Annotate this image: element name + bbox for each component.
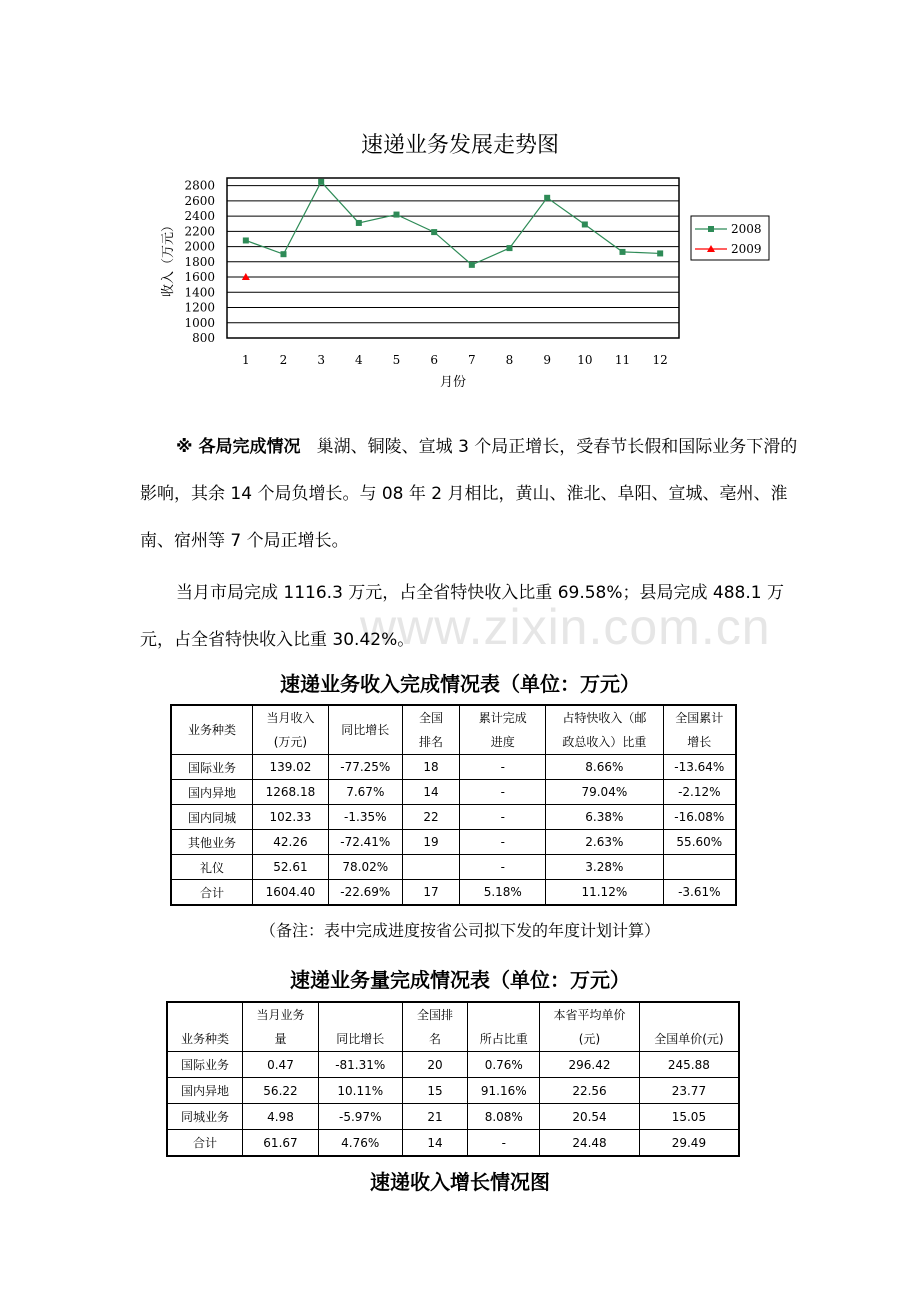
- table-row: [171, 830, 736, 855]
- header-line: 进度: [490, 735, 515, 749]
- t2-header-row: [167, 1002, 739, 1052]
- table-cell: 合计: [167, 1130, 243, 1157]
- table-cell: 国内同城: [171, 805, 253, 830]
- table-cell: 245.88: [639, 1052, 739, 1078]
- table1-note: （备注：表中完成进度按省公司拟下发的年度计划计算）: [259, 921, 660, 940]
- table-cell: 其他业务: [171, 830, 253, 855]
- table-cell: 8.08%: [468, 1104, 540, 1130]
- table-cell: 20.54: [540, 1104, 640, 1130]
- table-cell: -5.97%: [318, 1104, 402, 1130]
- x-tick-label: 8: [505, 353, 514, 367]
- data-point: [394, 212, 400, 218]
- table-cell: -22.69%: [328, 880, 402, 906]
- x-axis-label: 月份: [439, 375, 467, 390]
- table-cell: 42.26: [253, 830, 329, 855]
- table-cell: 14: [402, 1130, 468, 1157]
- table-row: [171, 780, 736, 805]
- header-line: 当月业务: [256, 1008, 305, 1022]
- t1-header-cell: [171, 705, 253, 755]
- table-cell: -16.08%: [663, 805, 736, 830]
- paragraph-completion: [140, 424, 800, 565]
- legend-label: 2009: [731, 242, 762, 256]
- table-cell: 2.63%: [546, 830, 664, 855]
- table-cell: 0.47: [243, 1052, 319, 1078]
- table-cell: -: [460, 755, 546, 780]
- table-cell: 29.49: [639, 1130, 739, 1157]
- header-line: 同比增长: [336, 1032, 385, 1046]
- data-point: [469, 262, 475, 268]
- table-cell: 3.28%: [546, 855, 664, 880]
- x-tick-label: 1: [242, 353, 250, 367]
- paragraph-city-county: 当月市局完成 1116.3 万元，占全省特快收入比重 69.58%；县局完成 488.1 万元，占全省特快收入比重 30.42%。: [140, 583, 784, 650]
- table-cell: 61.67: [243, 1130, 319, 1157]
- header-line: 全国累计: [675, 711, 724, 725]
- table-cell: 1604.40: [253, 880, 329, 906]
- x-tick-label: 6: [430, 353, 438, 367]
- table-cell: 1268.18: [253, 780, 329, 805]
- volume-table: [166, 1001, 740, 1157]
- table-cell: 14: [402, 780, 460, 805]
- y-tick-label: 1200: [184, 300, 215, 315]
- table-cell: 91.16%: [468, 1078, 540, 1104]
- header-line: (万元): [273, 735, 308, 749]
- x-tick-label: 11: [614, 353, 631, 367]
- table-row: [167, 1130, 739, 1157]
- y-tick-label: 2600: [184, 193, 215, 208]
- table-cell: 24.48: [540, 1130, 640, 1157]
- table-cell: 国内异地: [167, 1078, 243, 1104]
- table-cell: 国内异地: [171, 780, 253, 805]
- x-tick-label: 12: [652, 353, 668, 367]
- y-tick-label: 1600: [184, 270, 215, 285]
- t1-header-cell: [328, 705, 402, 755]
- t2-header-cell: [540, 1002, 640, 1052]
- table-cell: 同城业务: [167, 1104, 243, 1130]
- t2-header-cell: [167, 1002, 243, 1052]
- paragraph-text: 巢湖、铜陵、宣城 3 个局正增长，受春节长假和国际业务下滑的影响，其余 14 个局负增长。与 08 年 2 月相比，黄山、淮北、阜阳、宣城、亳州、淮南、宿州等 7 个局正增长。: [140, 437, 798, 551]
- t1-header-cell: [402, 705, 460, 755]
- table-cell: [402, 855, 460, 880]
- header-line: 增长: [687, 735, 712, 749]
- chart2-title: 速递收入增长情况图: [370, 1170, 550, 1194]
- table-cell: 22: [402, 805, 460, 830]
- y-tick-label: 2400: [184, 209, 215, 224]
- table-row: [171, 805, 736, 830]
- watermark: www.zixin.com.cn: [360, 599, 771, 655]
- y-tick-label: 1800: [184, 254, 215, 269]
- y-tick-label: 800: [192, 331, 215, 345]
- header-line: 所占比重: [479, 1032, 528, 1046]
- data-point: [657, 250, 663, 256]
- table-cell: 19: [402, 830, 460, 855]
- table-cell: -13.64%: [663, 755, 736, 780]
- header-line: 名: [428, 1032, 441, 1046]
- x-tick-label: 7: [468, 353, 476, 367]
- data-point: [318, 179, 324, 185]
- data-point: [243, 237, 249, 243]
- table-cell: 78.02%: [328, 855, 402, 880]
- legend-marker: [708, 226, 714, 232]
- t1-header-row: [171, 705, 736, 755]
- table-cell: 10.11%: [318, 1078, 402, 1104]
- table-row: [171, 880, 736, 906]
- x-tick-label: 3: [317, 353, 325, 367]
- table2-title: 速递业务量完成情况表（单位：万元）: [290, 968, 630, 992]
- table-cell: 296.42: [540, 1052, 640, 1078]
- table-cell: -3.61%: [663, 880, 736, 906]
- table-cell: 56.22: [243, 1078, 319, 1104]
- t2-header-cell: [468, 1002, 540, 1052]
- table-cell: -72.41%: [328, 830, 402, 855]
- revenue-table: [170, 704, 737, 906]
- table-cell: -: [468, 1130, 540, 1157]
- data-point: [544, 195, 550, 201]
- y-tick-label: 1000: [184, 315, 215, 330]
- table-cell: 21: [402, 1104, 468, 1130]
- table-cell: 15.05: [639, 1104, 739, 1130]
- data-point: [281, 251, 287, 257]
- table-cell: -2.12%: [663, 780, 736, 805]
- table-cell: -: [460, 855, 546, 880]
- table-cell: 55.60%: [663, 830, 736, 855]
- x-tick-label: 10: [577, 353, 593, 367]
- t1-header-cell: [663, 705, 736, 755]
- table-cell: 8.66%: [546, 755, 664, 780]
- table-cell: -77.25%: [328, 755, 402, 780]
- y-tick-label: 1400: [184, 285, 215, 300]
- header-line: 本省平均单价: [553, 1008, 626, 1022]
- header-line: 当月收入: [266, 711, 315, 725]
- table-cell: 15: [402, 1078, 468, 1104]
- series-line-2008: [246, 182, 660, 265]
- y-axis-label: 收入（万元）: [161, 218, 176, 298]
- t2-header-cell: [402, 1002, 468, 1052]
- t1-header-cell: [460, 705, 546, 755]
- t2-header-cell: [243, 1002, 319, 1052]
- chart-title: 速递业务发展走势图: [360, 133, 559, 158]
- table-cell: 国际业务: [171, 755, 253, 780]
- data-point: [620, 249, 626, 255]
- table-cell: 国际业务: [167, 1052, 243, 1078]
- table-cell: -: [460, 780, 546, 805]
- t1-header-cell: [253, 705, 329, 755]
- table-cell: -1.35%: [328, 805, 402, 830]
- table-cell: 79.04%: [546, 780, 664, 805]
- table-cell: 0.76%: [468, 1052, 540, 1078]
- table-cell: 17: [402, 880, 460, 906]
- table-row: [171, 855, 736, 880]
- header-line: 全国: [419, 711, 444, 725]
- table-cell: [663, 855, 736, 880]
- table-cell: 4.98: [243, 1104, 319, 1130]
- table-cell: 102.33: [253, 805, 329, 830]
- y-tick-label: 2200: [184, 224, 215, 239]
- data-point: [582, 221, 588, 227]
- header-line: 全国排: [416, 1008, 453, 1022]
- table-cell: 22.56: [540, 1078, 640, 1104]
- data-point: [431, 229, 437, 235]
- revenue-trend-chart: [150, 170, 790, 395]
- t1-header-cell: [546, 705, 664, 755]
- header-line: 业务种类: [181, 1032, 230, 1046]
- plot-frame: [227, 178, 679, 338]
- header-line: 占特快收入（邮: [562, 711, 647, 725]
- header-line: 排名: [419, 735, 444, 749]
- table-cell: -: [460, 830, 546, 855]
- y-tick-label: 2000: [184, 239, 215, 254]
- data-point: [356, 220, 362, 226]
- table-cell: 6.38%: [546, 805, 664, 830]
- table-row: [167, 1078, 739, 1104]
- table-cell: 139.02: [253, 755, 329, 780]
- x-tick-label: 4: [355, 353, 363, 367]
- x-tick-label: 5: [392, 353, 401, 367]
- y-tick-label: 2800: [184, 178, 215, 193]
- x-tick-label: 2: [279, 353, 288, 367]
- table-cell: 23.77: [639, 1078, 739, 1104]
- t2-header-cell: [318, 1002, 402, 1052]
- table-cell: 合计: [171, 880, 253, 906]
- header-line: 政总收入）比重: [562, 735, 647, 749]
- header-line: 全国单价(元): [654, 1032, 724, 1046]
- table1-title: 速递业务收入完成情况表（单位：万元）: [280, 672, 640, 696]
- table-cell: 18: [402, 755, 460, 780]
- data-point: [507, 245, 513, 251]
- t2-header-cell: [639, 1002, 739, 1052]
- table-row: [171, 755, 736, 780]
- header-line: 量: [274, 1032, 287, 1046]
- header-line: 业务种类: [188, 723, 237, 737]
- header-line: 同比增长: [341, 723, 390, 737]
- header-line: 累计完成: [478, 711, 527, 725]
- table-cell: 4.76%: [318, 1130, 402, 1157]
- table-row: [167, 1104, 739, 1130]
- legend-label: 2008: [731, 222, 762, 236]
- data-point: [242, 273, 250, 280]
- table-row: [167, 1052, 739, 1078]
- table-cell: 礼仪: [171, 855, 253, 880]
- table-cell: 11.12%: [546, 880, 664, 906]
- table-cell: -81.31%: [318, 1052, 402, 1078]
- table-cell: 7.67%: [328, 780, 402, 805]
- x-tick-label: 9: [543, 353, 551, 367]
- table-cell: 52.61: [253, 855, 329, 880]
- table-cell: -: [460, 805, 546, 830]
- table-cell: 5.18%: [460, 880, 546, 906]
- table-cell: 20: [402, 1052, 468, 1078]
- header-line: (元): [578, 1032, 601, 1046]
- section-mark: ※ 各局完成情况: [176, 437, 301, 457]
